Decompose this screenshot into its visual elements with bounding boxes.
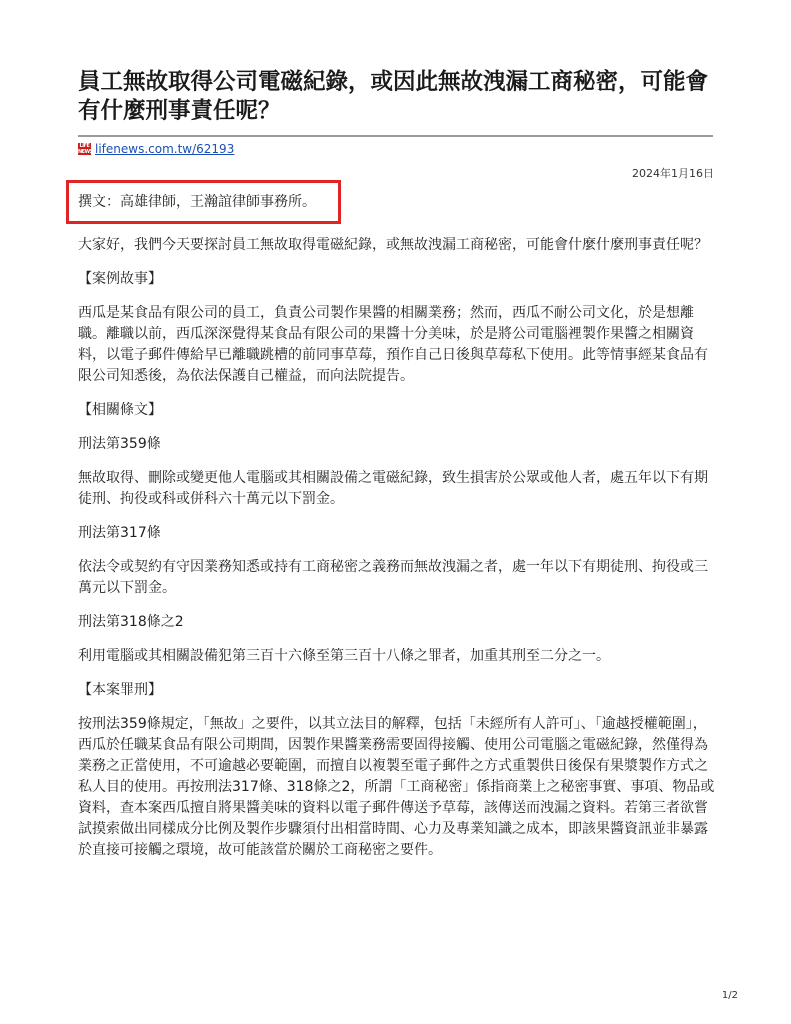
publish-date: 2024年1月16日 <box>632 167 714 180</box>
law-text-318-2: 利用電腦或其相關設備犯第三百十六條至第三百十八條之罪者，加重其刑至二分之一。 <box>78 648 610 664</box>
section-heading-laws: 【相關條文】 <box>78 402 162 418</box>
section-heading-case: 【案例故事】 <box>78 271 162 287</box>
law-text-317: 依法令或契約有守因業務知悉或持有工商秘密之義務而無故洩漏之者，處一年以下有期徒刑、拘役或三萬元以下罰金。 <box>78 559 708 596</box>
source-link[interactable]: lifenews.com.tw/62193 <box>95 142 235 156</box>
article-title: 員工無故取得公司電磁紀錄，或因此無故洩漏工商秘密，可能會有什麼刑事責任呢？ <box>78 69 709 124</box>
author-line: 撰文：高雄律師，王瀚誼律師事務所。 <box>78 194 316 210</box>
page-number: 1/2 <box>721 990 738 1001</box>
law-title-318-2: 刑法第318條之2 <box>78 614 184 630</box>
law-title-317: 刑法第317條 <box>78 525 161 541</box>
law-text-359: 無故取得、刪除或變更他人電腦或其相關設備之電磁紀錄，致生損害於公眾或他人者，處五年以下有期徒刑、拘役或科或併科六十萬元以下罰金。 <box>78 470 708 507</box>
source-line <box>78 142 234 156</box>
intro-paragraph: 大家好，我們今天要探討員工無故取得電磁紀錄，或無故洩漏工商秘密，可能會什麼什麼刑事責任呢？ <box>78 237 708 253</box>
article-body <box>78 235 718 861</box>
section-heading-analysis: 【本案罪刑】 <box>78 682 162 698</box>
analysis-paragraph: 按刑法359條規定，「無故」之要件，以其立法目的解釋，包括「未經所有人許可」、「逾越授權範圍」，西瓜於任職某食品有限公司期間，因製作果醬業務需要固得接觸、使用公司電腦之電磁紀錄，然僅得為業務之正當使用，不可逾越必要範圍，而擅自以複製至電子郵件之方式重製供日後保有果漿製作方式之私人目的使用。再按刑法317條、318條之2，所謂「工商秘密」係指商業上之秘密事實、事項、物品或資料，查本案西瓜擅自將果醬美味的資料以電子郵件傳送予草莓，該傳送而洩漏之資料。若第三者欲嘗試摸索做出同樣成分比例及製作步驟須付出相當時間、心力及專業知識之成本，即該果醬資訊並非暴露於直接可接觸之環境，故可能該當於關於工商秘密之要件。 <box>78 716 715 858</box>
title-divider <box>78 135 713 137</box>
lifenews-logo-icon: LIFE NEWS <box>78 143 93 155</box>
case-paragraph: 西瓜是某食品有限公司的員工，負責公司製作果醬的相關業務；然而，西瓜不耐公司文化，於是想離職。離職以前，西瓜深深覺得某食品有限公司的果醬十分美味，於是將公司電腦裡製作果醬之相關資料，以電子郵件傳給早已離職跳槽的前同事草莓，預作自己日後與草莓私下使用。此等情事經某食品有限公司知悉後，為依法保護自己權益，而向法院提告。 <box>78 305 708 384</box>
law-title-359: 刑法第359條 <box>78 436 161 452</box>
